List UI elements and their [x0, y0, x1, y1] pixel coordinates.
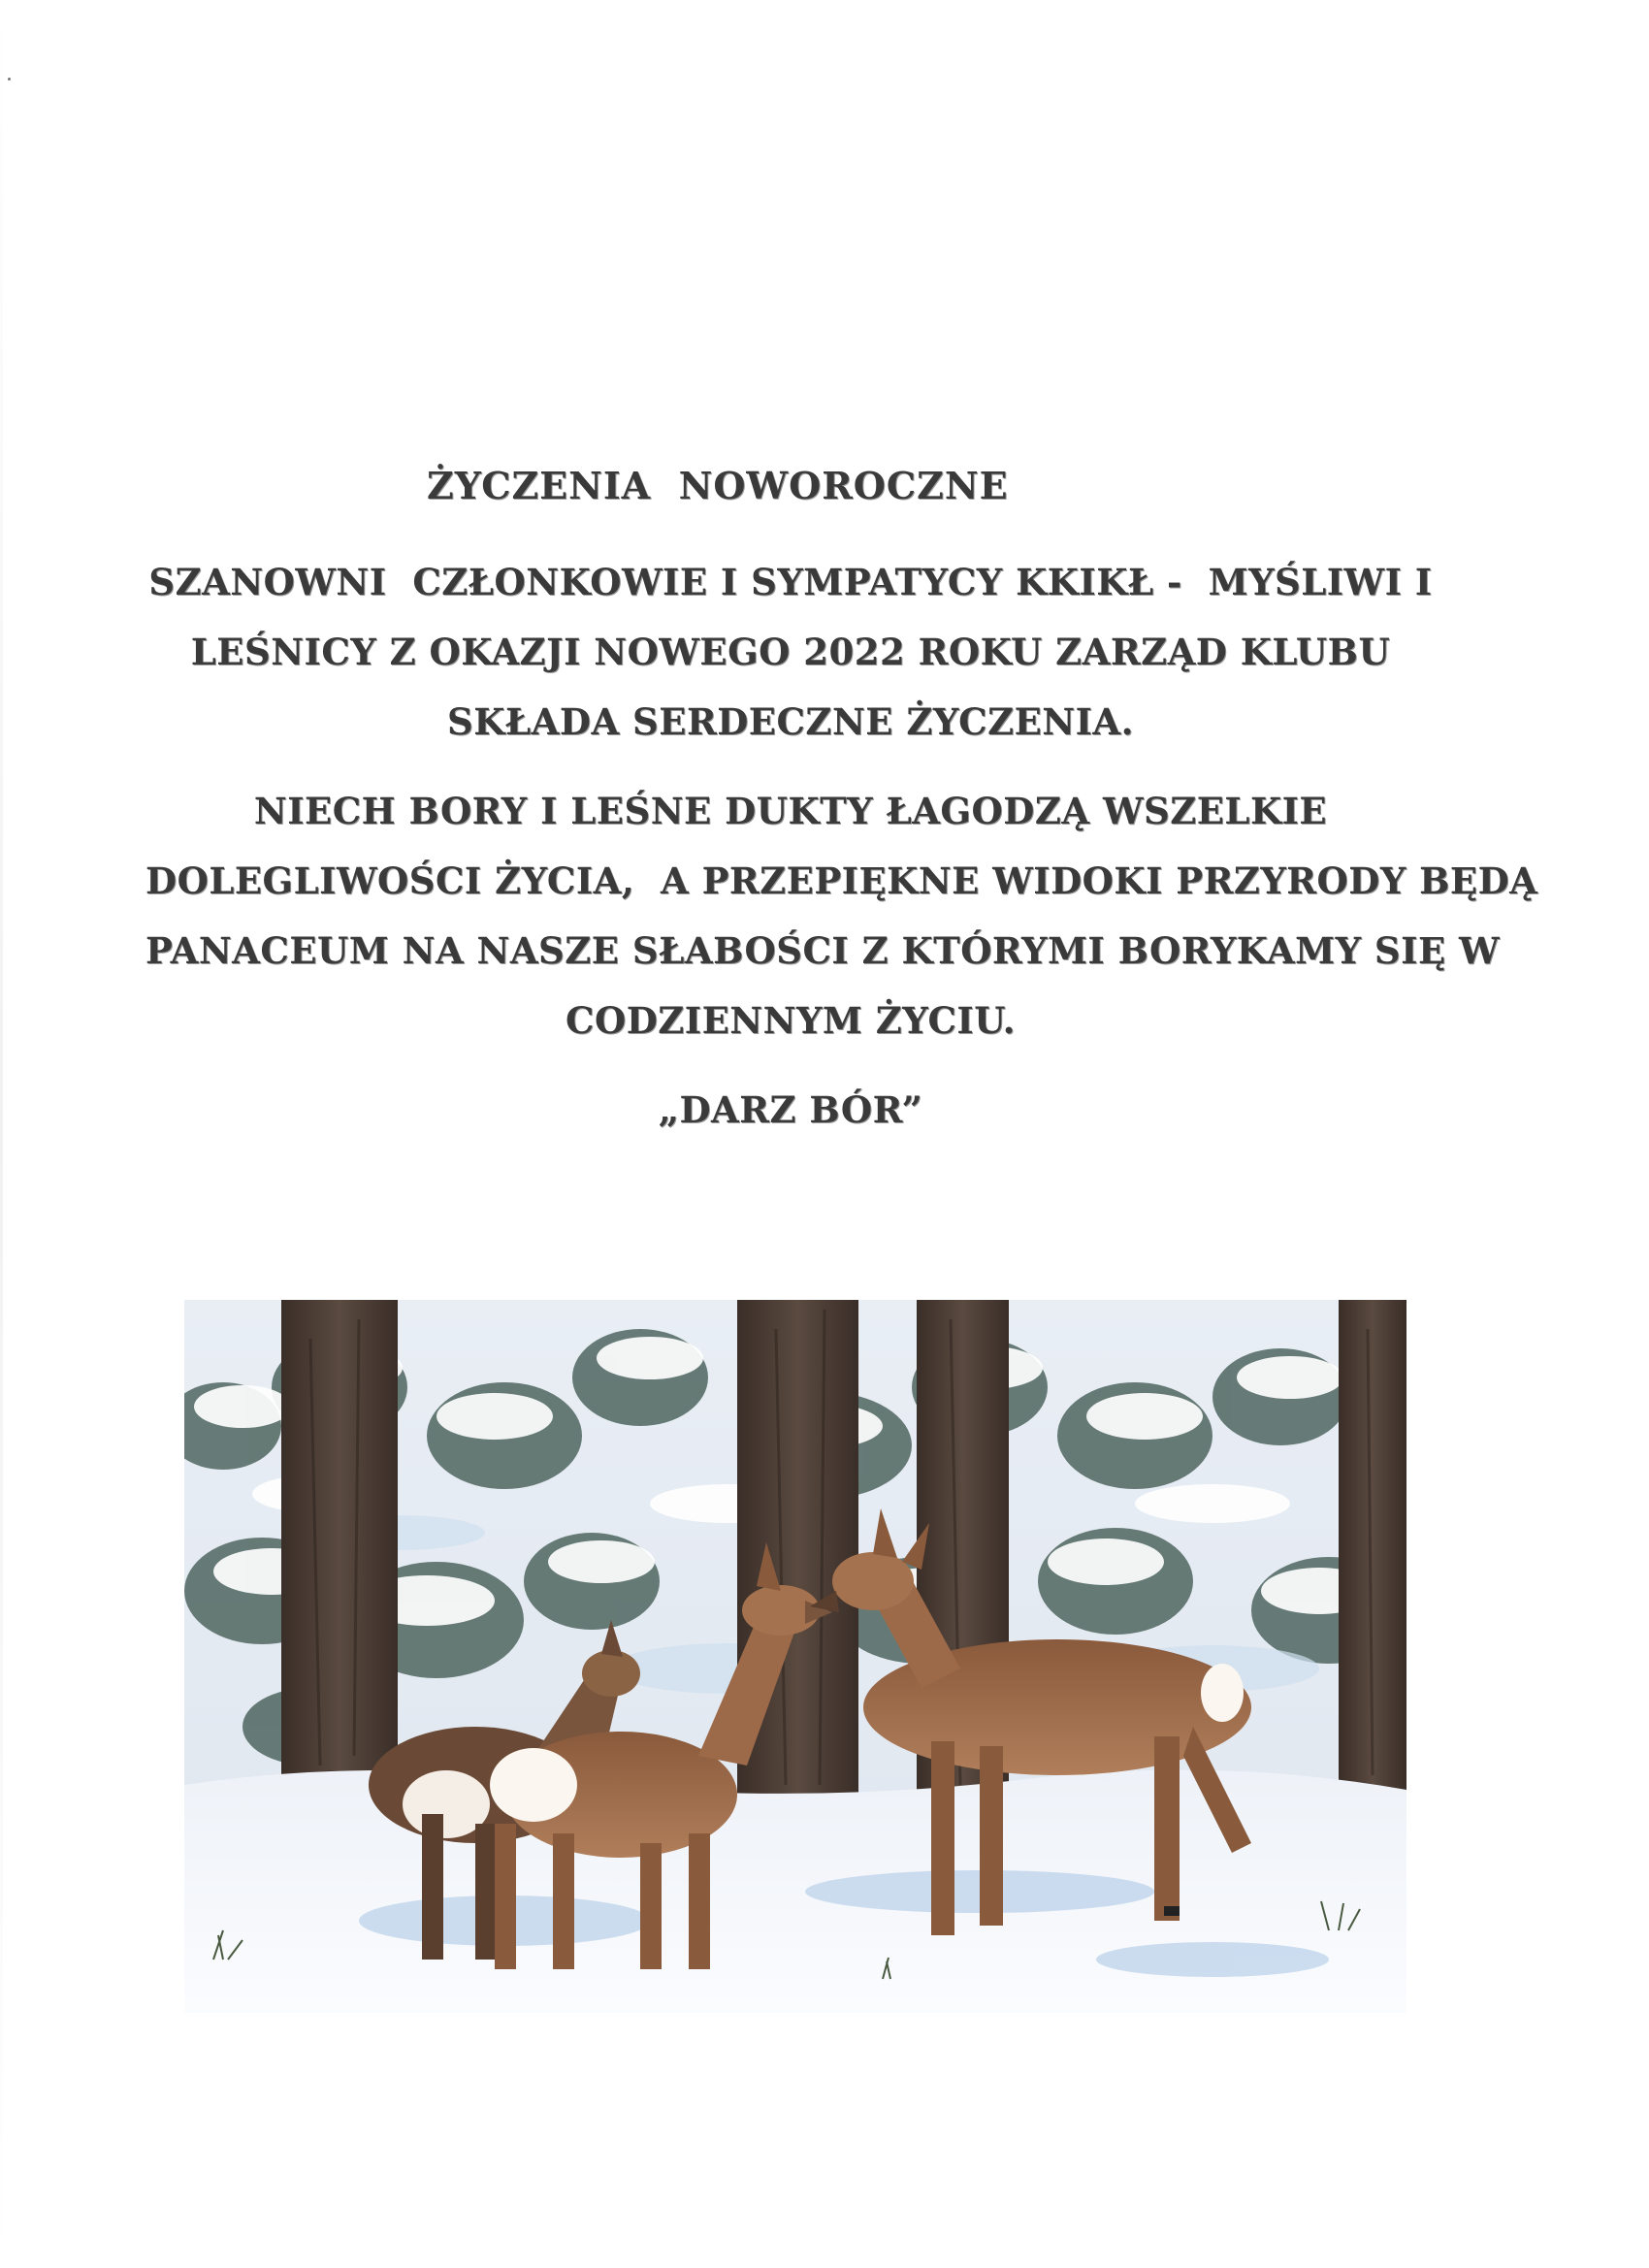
winter-forest-deer-photo — [184, 1300, 1406, 2013]
wish-line-1: NIECH BORY I LEŚNE DUKTY ŁAGODZĄ WSZELKIE — [253, 790, 1328, 832]
greeting-line-3: SKŁADA SERDECZNE ŻYCZENIA. — [447, 700, 1134, 743]
wish-line-2: DOLEGLIWOŚCI ŻYCIA, A PRZEPIĘKNE WIDOKI PRZYRODY BĘDĄ — [146, 859, 1538, 902]
card-title: ŻYCZENIA NOWOROCZNE — [427, 464, 1009, 507]
closing-salutation — [146, 1075, 1436, 1145]
greeting-line-1: SZANOWNI CZŁONKOWIE I SYMPATYCY KKIKŁ - MYŚLIWI I — [148, 561, 1433, 603]
closing-text: „DARZ BÓR” — [658, 1088, 923, 1131]
scan-speck — [8, 78, 11, 81]
wish-line-3: PANACEUM NA NASZE SŁABOŚCI Z KTÓRYMI BORYKAMY SIĘ W — [146, 929, 1501, 972]
greeting-paragraph — [146, 547, 1436, 757]
scan-edge — [0, 0, 3, 2268]
wish-paragraph — [146, 776, 1538, 1055]
wish-line-4: CODZIENNYM ŻYCIU. — [566, 999, 1016, 1042]
greeting-line-2: LEŚNICY Z OKAZJI NOWEGO 2022 ROKU ZARZĄD KLUBU — [190, 631, 1391, 673]
